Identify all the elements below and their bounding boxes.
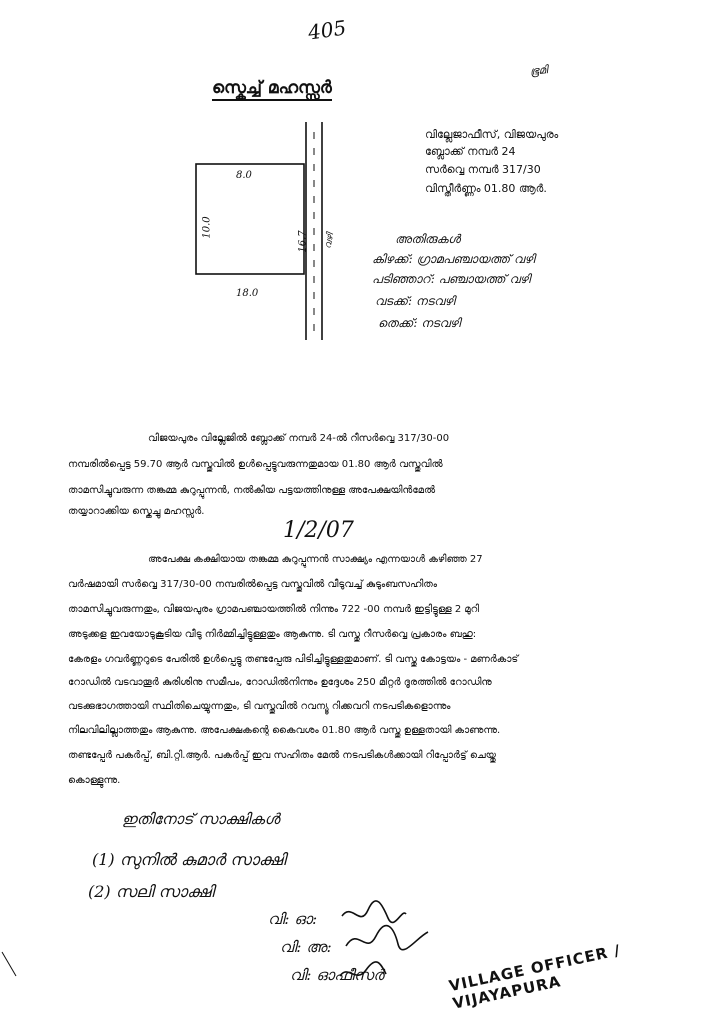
block-number: ബ്ലോക്ക് നമ്പർ 24 [425, 145, 516, 158]
para2-line6: റോഡിൽ വടവാതൂർ കുരിശിനു സമീപം, റോഡിൽനിന്നും ഉദ്ദേശം 250 മീറ്റർ ദൂരത്തിൽ റോഡിനു [68, 677, 492, 688]
para1-line3: താമസിച്ചുവരുന്ന തങ്കമ്മ കുറുപ്പുന്നൻ, നൽകിയ പട്ടയത്തിനുള്ള അപേക്ഷയിൻമേൽ [68, 485, 436, 496]
site-sketch [190, 112, 360, 347]
top-right-note: ഭൂമി [529, 63, 549, 78]
witness-heading: ഇതിനോട് സാക്ഷികൾ [122, 810, 280, 828]
boundary-west: പടിഞ്ഞാറ്: പഞ്ചായത്ത് വഴി [372, 272, 531, 286]
boundaries-heading: അതിരുകൾ [395, 232, 461, 246]
date: 1/2/07 [283, 518, 354, 543]
margin-mark [0, 950, 20, 980]
signature-line-1: വി: ഓ: [268, 910, 318, 928]
road-label: വഴി [323, 232, 337, 250]
para2-line4: അടുക്കള ഇവയോടുകൂടിയ വീടു നിർമ്മിച്ചിട്ടുള്ളതും ആകുന്നു. ടി വസ്തു റീസർവ്വെ പ്രകാരം ബഹു: [68, 629, 477, 640]
para2-line2: വർഷമായി സർവ്വെ 317/30-00 നമ്പരിൽപ്പെട്ട വസ്തുവിൽ വീടുവച്ച് കുടുംബസഹിതം [68, 579, 438, 590]
para2-line7: വടക്കുഭാഗത്തായി സ്ഥിതിചെയ്യുന്നതും, ടി വസ്തുവിൽ റവന്യൂ റിക്കവറി നടപടികളൊന്നും [68, 701, 451, 712]
witness-2: (2) സലി സാക്ഷി [88, 882, 214, 901]
para2-line8: നിലവിലില്ലാത്തതും ആകുന്നു. അപേക്ഷകന്റെ കൈവശം 01.80 ആർ വസ്തു ഉള്ളതായി കാണുന്നു. [68, 725, 501, 736]
village-office-stamp: VILLAGE OFFICER / VIJAYAPURA [447, 941, 623, 1013]
survey-number: സർവ്വെ നമ്പർ 317/30 [425, 163, 541, 176]
signature-3 [340, 962, 386, 976]
dim-right: 16.7 [297, 230, 309, 253]
para2-line5: കേരളം ഗവർണ്ണറുടെ പേരിൽ ഉൾപ്പെട്ടു തണ്ടപ്പേരു പിടിച്ചിട്ടുള്ളതുമാണ്. ടി വസ്തു കോട്ടയം - മണർകാട് [68, 654, 519, 665]
para1-line2: നമ്പരിൽപ്പെട്ട 59.70 ആർ വസ്തുവിൽ ഉൾപ്പെട്ടുവരുന്നതുമായ 01.80 ആർ വസ്തുവിൽ [68, 459, 443, 470]
dim-top: 8.0 [236, 170, 252, 181]
area-extent: വിസ്തീർണ്ണം 01.80 ആർ. [425, 182, 547, 195]
para2-line3: താമസിച്ചുവരുന്നതും, വിജയപുരം ഗ്രാമപഞ്ചായത്തിൽ നിന്നും 722 -00 നമ്പർ ഇട്ടിട്ടുള്ള 2 മുറി [68, 604, 480, 615]
para2-line10: കൊള്ളുന്നു. [68, 775, 121, 786]
boundary-north: വടക്ക്: നടവഴി [375, 294, 455, 308]
dim-left: 10.0 [201, 216, 213, 239]
dim-bottom: 18.0 [236, 288, 259, 299]
para2-line9: തണ്ടപ്പേർ പകർപ്പ്, ബി.റ്റി.ആർ. പകർപ്പ് ഇവ സഹിതം മേൽ നടപടികൾക്കായി റിപ്പോർട്ട് ചെയ്തു [68, 750, 496, 761]
boundary-east: കിഴക്ക്: ഗ്രാമപഞ്ചായത്ത് വഴി [372, 252, 535, 266]
witness-1: (1) സുനിൽ കുമാർ സാക്ഷി [92, 850, 286, 869]
signature-1 [342, 901, 406, 923]
page-title: സ്കെച്ച് മഹസ്സർ [212, 78, 332, 101]
signature-line-3: വി: ഓഫീസർ [290, 966, 384, 984]
page-number: 405 [306, 15, 348, 45]
para1-line1: വിജയപുരം വില്ലേജിൽ ബ്ലോക്ക് നമ്പർ 24-ൽ റീസർവ്വെ 317/30-00 [148, 433, 450, 444]
signature-2 [346, 926, 428, 950]
village-office: വില്ലേജാഫീസ്, വിജയപുരം [425, 128, 559, 141]
para1-line4: തയ്യാറാക്കിയ സ്കെച്ചു മഹസ്സർ. [68, 506, 205, 517]
boundary-south: തെക്ക്: നടവഴി [378, 316, 461, 330]
signature-line-2: വി: അ: [280, 938, 332, 956]
para2-line1: അപേക്ഷ കക്ഷിയായ തങ്കമ്മ കുറുപ്പുന്നൻ സാക്ഷ്യം എന്നയാൾ കഴിഞ്ഞ 27 [148, 554, 483, 565]
signature-scribbles [336, 898, 446, 988]
